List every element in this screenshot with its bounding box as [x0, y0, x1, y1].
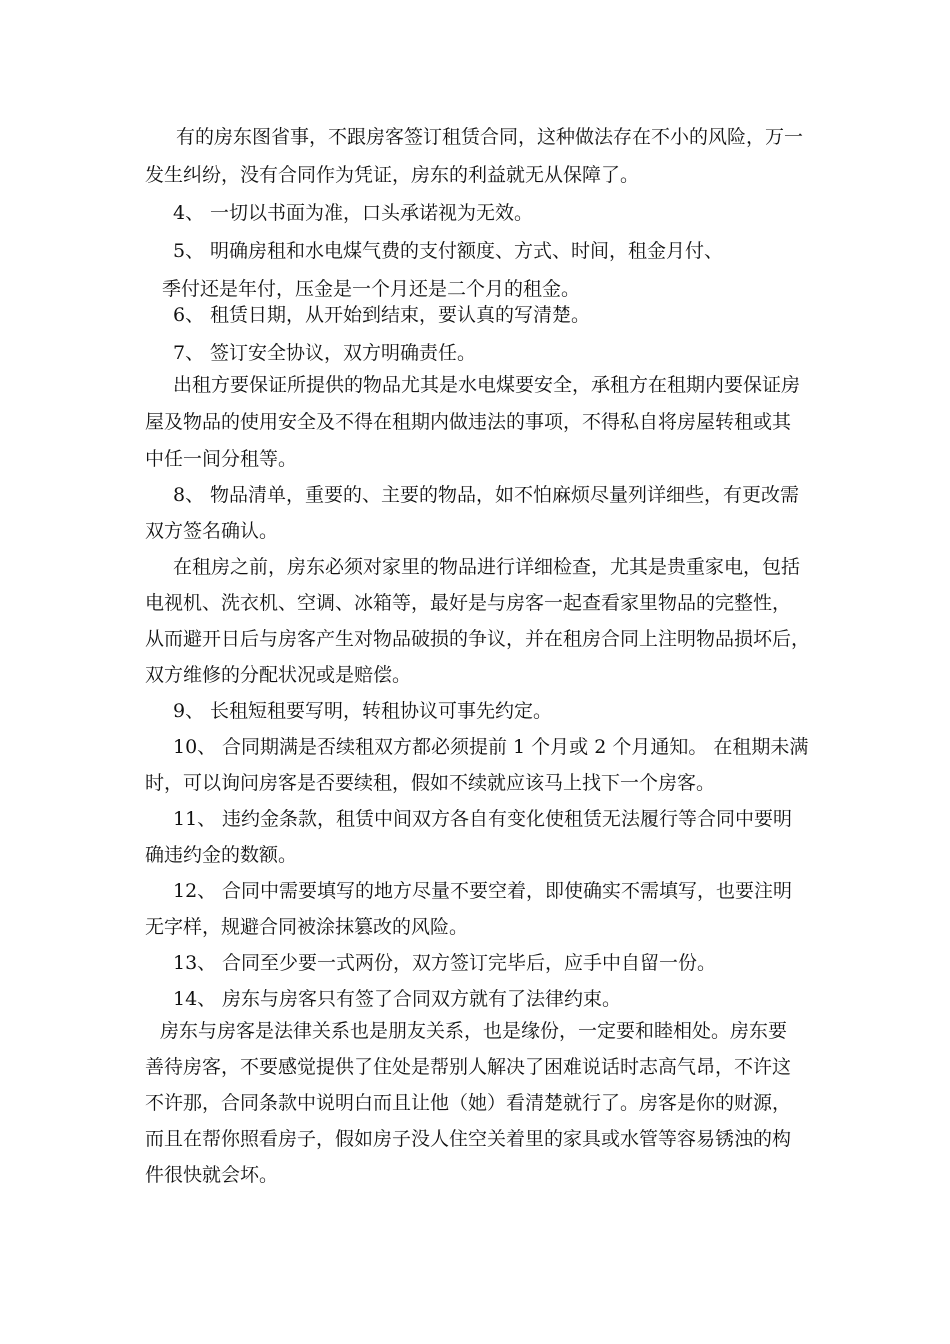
- paragraph-line: 从而避开日后与房客产生对物品破损的争议，并在租房合同上注明物品损坏后，: [145, 628, 811, 650]
- list-item-text: 违约金条款，租赁中间双方各自有变化使租赁无法履行等合同中要明: [222, 808, 793, 830]
- list-item-line: [173, 201, 533, 225]
- paragraph-line: 件很快就会坏。: [145, 1164, 279, 1186]
- list-item-number: 7、: [173, 342, 205, 364]
- list-item-continuation: 时，可以询问房客是否要续租，假如不续就应该马上找下一个房客。: [145, 772, 716, 794]
- list-item-text: 长租短租要写明，转租协议可事先约定。: [210, 700, 553, 722]
- list-item-number: 12、: [173, 880, 217, 902]
- list-item-number: 8、: [173, 484, 205, 506]
- list-item-line: [173, 879, 792, 903]
- list-item-text: 明确房租和水电煤气费的支付额度、方式、时间，租金月付、: [210, 240, 724, 262]
- list-item-number: 5、: [173, 240, 205, 262]
- list-item-number: 14、: [173, 988, 217, 1010]
- paragraph-line: 而且在帮你照看房子，假如房子没人住空关着里的家具或水管等容易锈浊的构: [145, 1128, 792, 1150]
- list-item-line: [173, 735, 808, 759]
- list-item-number: 13、: [173, 952, 217, 974]
- paragraph-line: 发生纠纷，没有合同作为凭证，房东的利益就无从保障了。: [145, 164, 640, 186]
- list-item-text: 租赁日期，从开始到结束，要认真的写清楚。: [210, 304, 591, 326]
- paragraph-line: 房东与房客是法律关系也是朋友关系，也是缘份，一定要和睦相处。房东要: [160, 1020, 788, 1042]
- paragraph-line: 中任一间分租等。: [145, 448, 298, 470]
- list-item-line: [173, 483, 799, 507]
- list-item-text: 合同期满是否续租双方都必须提前 1 个月或 2 个月通知。 在租期未满: [222, 736, 809, 758]
- paragraph-line: 在租房之前，房东必须对家里的物品进行详细检查，尤其是贵重家电，包括: [173, 556, 801, 578]
- paragraph-line: 双方维修的分配状况或是赔偿。: [145, 664, 412, 686]
- list-item-number: 6、: [173, 304, 205, 326]
- list-item-continuation: 双方签名确认。: [145, 520, 279, 542]
- list-item-text: 合同中需要填写的地方尽量不要空着，即使确实不需填写，也要注明: [222, 880, 793, 902]
- list-item-line: [173, 987, 621, 1011]
- list-item-number: 9、: [173, 700, 205, 722]
- list-item-text: 一切以书面为准，口头承诺视为无效。: [210, 202, 534, 224]
- list-item-number: 10、: [173, 736, 217, 758]
- list-item-line: [173, 303, 590, 327]
- paragraph-line: 电视机、洗衣机、空调、冰箱等，最好是与房客一起查看家里物品的完整性，: [145, 592, 792, 614]
- paragraph-line: 善待房客，不要感觉提供了住处是帮别人解决了困难说话时志高气昂，不许这: [145, 1056, 792, 1078]
- list-item-continuation: 无字样，规避合同被涂抹篡改的风险。: [145, 916, 469, 938]
- paragraph-line: 不许那，合同条款中说明白而且让他（她）看清楚就行了。房客是你的财源，: [145, 1092, 792, 1114]
- list-item-text: 房东与房客只有签了合同双方就有了法律约束。: [222, 988, 622, 1010]
- list-item-line: [173, 951, 716, 975]
- paragraph-line: 出租方要保证所提供的物品尤其是水电煤要安全，承租方在租期内要保证房: [173, 374, 801, 396]
- list-item-text: 合同至少要一式两份，双方签订完毕后，应手中自留一份。: [222, 952, 717, 974]
- list-item-continuation: 确违约金的数额。: [145, 844, 298, 866]
- paragraph-line: 屋及物品的使用安全及不得在租期内做违法的事项，不得私自将房屋转租或其: [145, 411, 792, 433]
- list-item-continuation: 季付还是年付，压金是一个月还是二个月的租金。: [162, 278, 581, 300]
- list-item-line: [173, 239, 723, 263]
- list-item-number: 11、: [173, 808, 217, 830]
- list-item-line: [173, 807, 792, 831]
- list-item-text: 签订安全协议，双方明确责任。: [210, 342, 477, 364]
- list-item-text: 物品清单，重要的、主要的物品，如不怕麻烦尽量列详细些，有更改需: [210, 484, 800, 506]
- paragraph-line: 有的房东图省事，不跟房客签订租赁合同，这种做法存在不小的风险，万一: [176, 126, 804, 148]
- list-item-line: [173, 341, 476, 365]
- list-item-line: [173, 699, 552, 723]
- list-item-number: 4、: [173, 202, 205, 224]
